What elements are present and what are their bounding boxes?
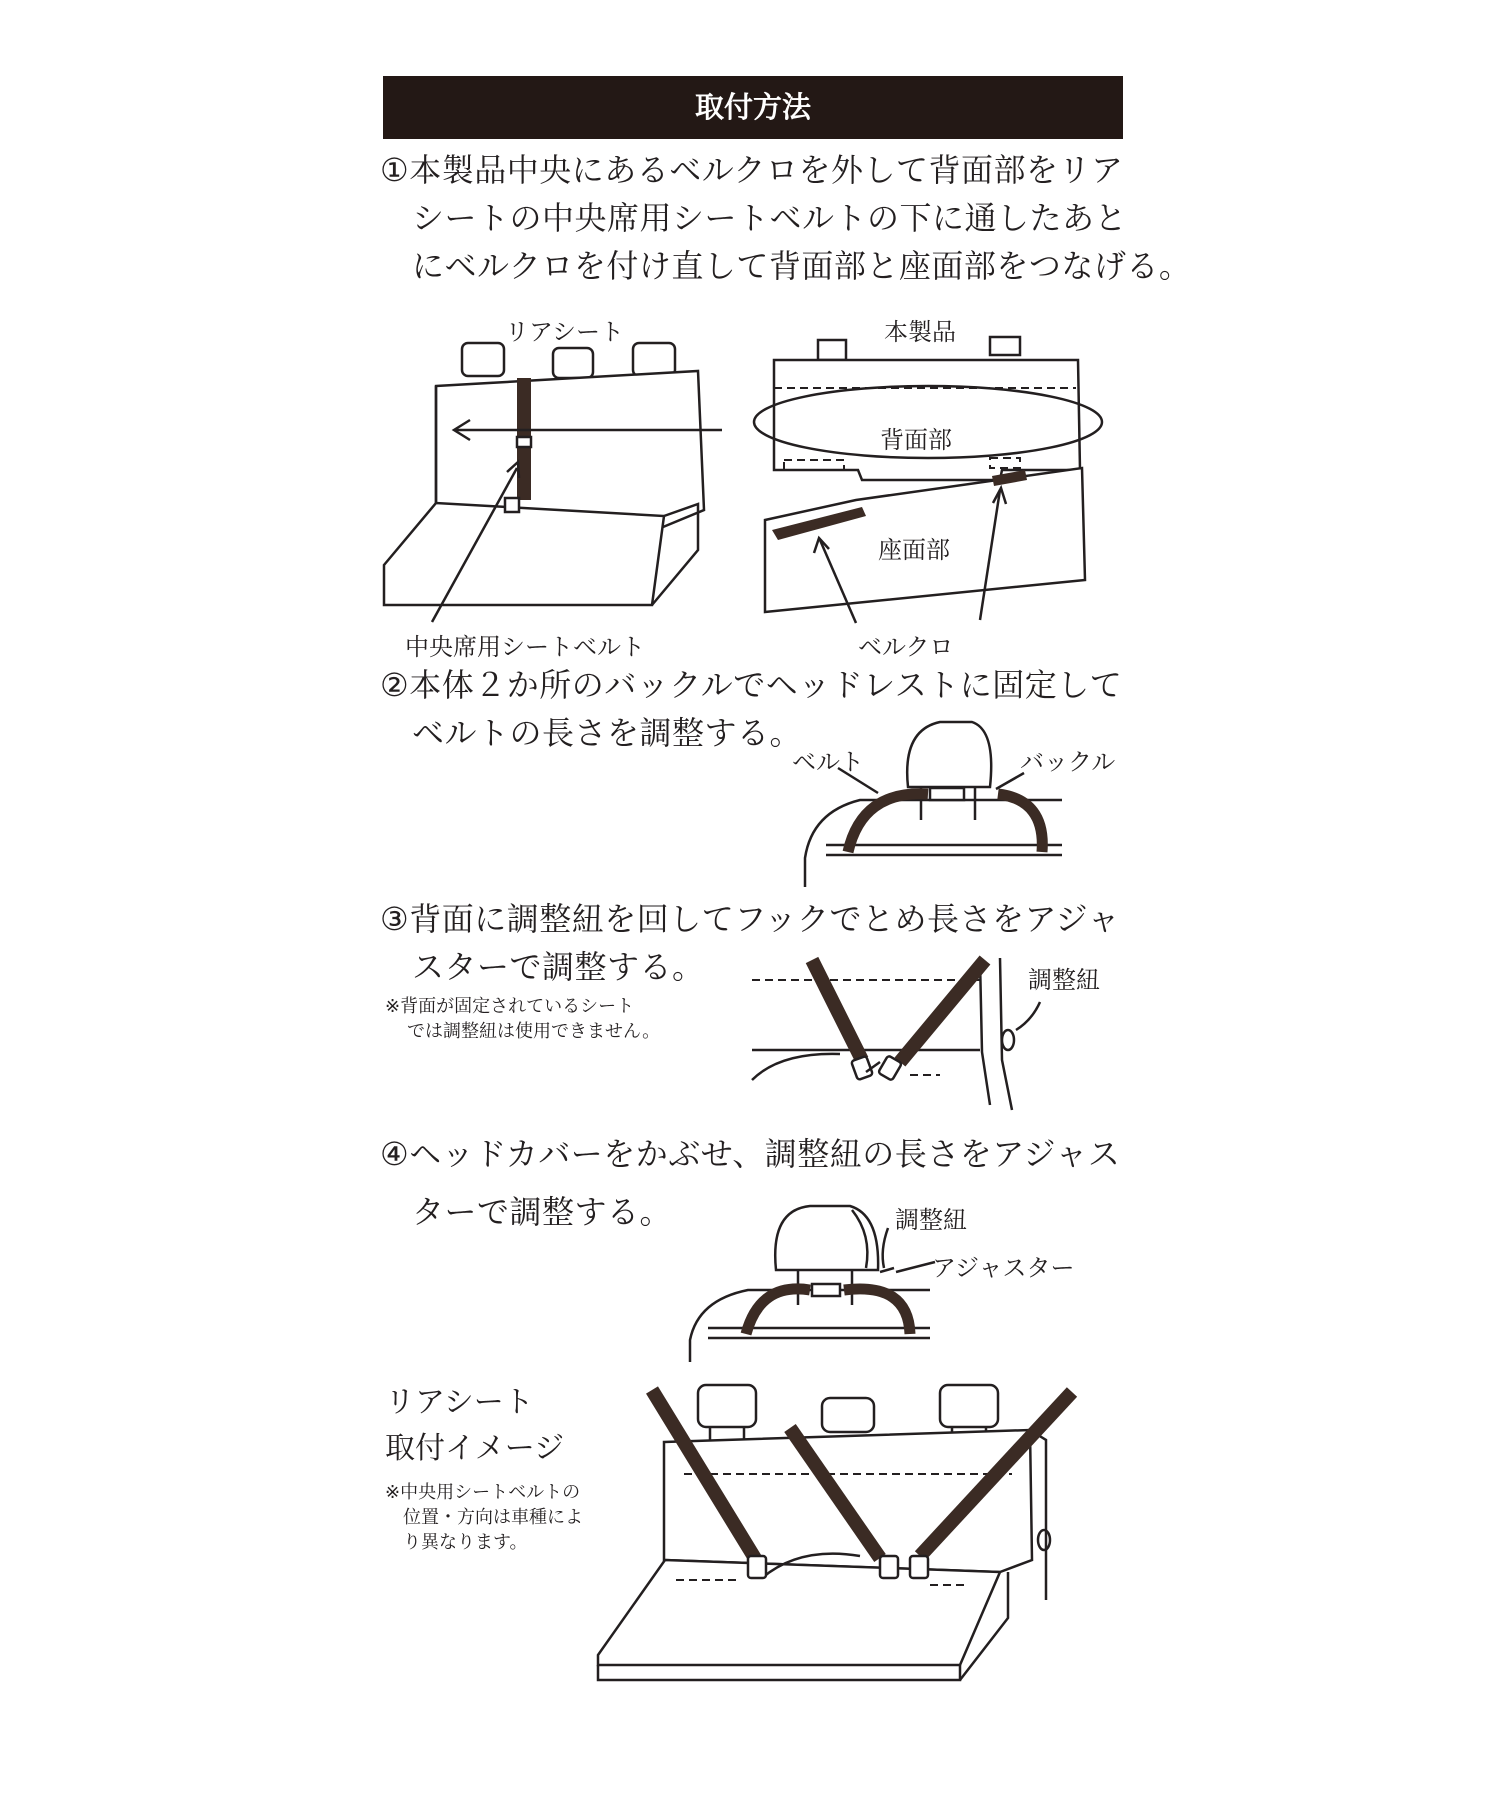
step3-note-line-1: ※背面が固定されているシート bbox=[385, 996, 635, 1017]
label-cord-step4: 調整紐 bbox=[895, 1206, 967, 1234]
label-seat: 座面部 bbox=[878, 536, 950, 564]
step3-note-line-2: では調整紐は使用できません。 bbox=[407, 1021, 661, 1042]
caption-note-line-2: 位置・方向は車種によ bbox=[403, 1507, 583, 1528]
step4-line-1: ④ヘッドカバーをかぶせ、調整紐の長さをアジャス bbox=[380, 1135, 1121, 1173]
step2-line-1: ②本体２か所のバックルでヘッドレストに固定して bbox=[380, 666, 1123, 704]
label-rear-seat: リアシート bbox=[505, 318, 625, 346]
label-center-belt: 中央席用シートベルト bbox=[405, 633, 645, 661]
step2-line-2: ベルトの長さを調整する。 bbox=[412, 714, 803, 752]
label-adjuster: アジャスター bbox=[932, 1254, 1075, 1282]
caption-note-line-1: ※中央用シートベルトの bbox=[385, 1482, 581, 1503]
label-product: 本製品 bbox=[884, 318, 956, 346]
step3-line-2: スターで調整する。 bbox=[412, 948, 705, 986]
caption-line-1: リアシート bbox=[385, 1385, 534, 1420]
step4-line-2: ターで調整する。 bbox=[412, 1193, 673, 1231]
caption-line-2: 取付イメージ bbox=[385, 1431, 565, 1466]
label-buckle: バックル bbox=[1020, 748, 1116, 776]
caption-note-line-3: り異なります。 bbox=[403, 1532, 528, 1553]
step3-line-1: ③背面に調整紐を回してフックでとめ長さをアジャ bbox=[380, 900, 1121, 938]
label-backrest: 背面部 bbox=[880, 426, 952, 454]
step1-line-2: シートの中央席用シートベルトの下に通したあと bbox=[412, 199, 1128, 237]
label-cord-step3: 調整紐 bbox=[1028, 966, 1100, 994]
step1-line-3: にベルクロを付け直して背面部と座面部をつなげる。 bbox=[412, 247, 1192, 285]
label-velcro: ベルクロ bbox=[858, 633, 954, 661]
step1-line-1: ①本製品中央にあるベルクロを外して背面部をリア bbox=[380, 151, 1124, 189]
page-title: 取付方法 bbox=[383, 76, 1123, 139]
label-belt: ベルト bbox=[792, 748, 864, 776]
